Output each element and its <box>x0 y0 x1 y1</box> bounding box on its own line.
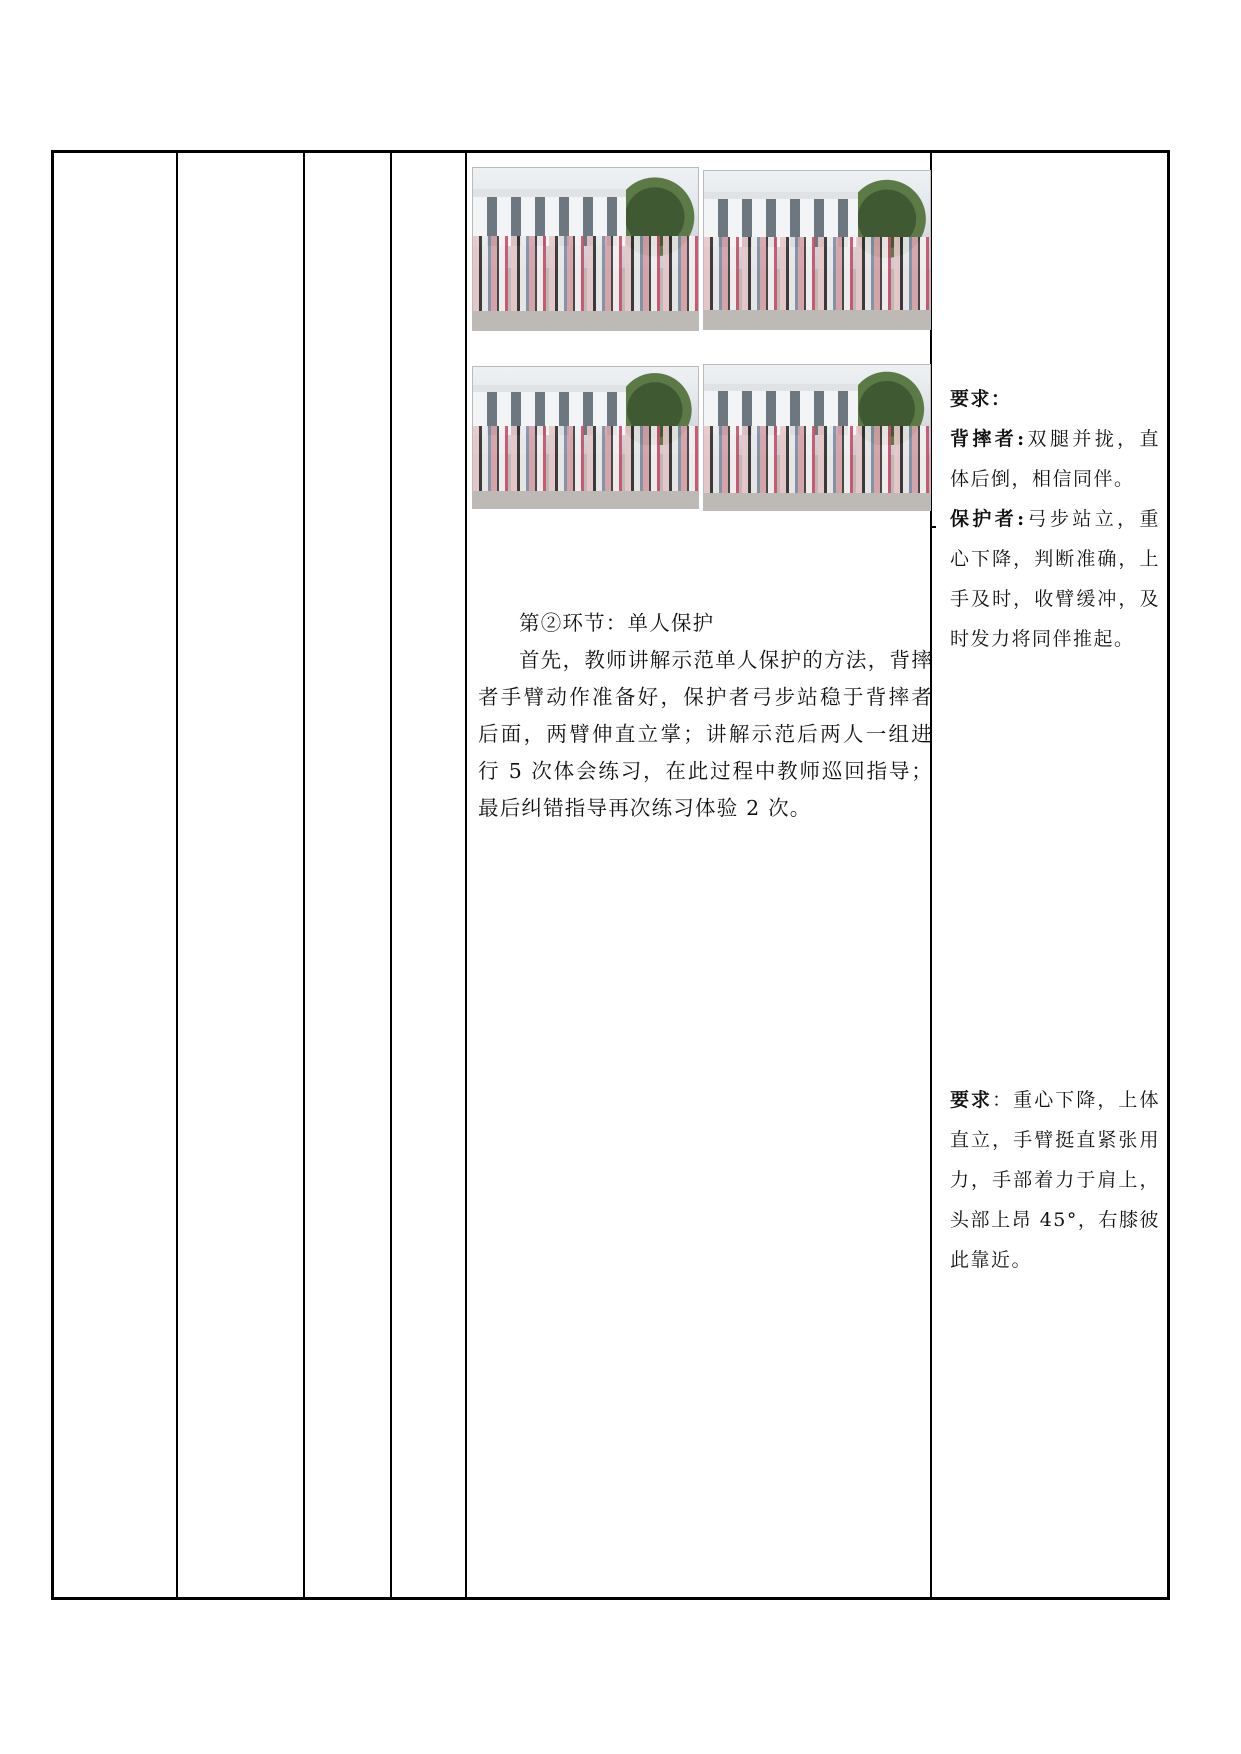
protector-label: 保护者: <box>950 508 1026 530</box>
class-photo-2 <box>703 170 931 330</box>
requirements-block-1 <box>950 379 1160 659</box>
column-divider <box>176 153 178 1597</box>
class-photo-1 <box>472 167 699 331</box>
requirements-title: 要求： <box>950 388 1012 410</box>
class-photo-3 <box>472 366 699 509</box>
teaching-content <box>478 605 933 827</box>
stray-mark <box>930 526 936 528</box>
requirements-text: ：重心下降，上体直立，手臂挺直紧张用力，手部着力于肩上，头部上昂 45°，右膝彼此靠近。 <box>950 1089 1160 1271</box>
protector-text: 弓步站立，重心下降，判断准确，上手及时，收臂缓冲，及时发力将同伴推起。 <box>950 508 1160 650</box>
requirements-block-2 <box>950 1080 1160 1280</box>
faller-label: 背摔者: <box>950 428 1026 450</box>
faller-text: 双腿并拢，直体后倒，相信同伴。 <box>950 428 1160 490</box>
column-divider <box>465 153 467 1597</box>
class-photo-4 <box>703 364 931 511</box>
column-divider <box>303 153 305 1597</box>
requirements-label: 要求 <box>950 1089 993 1111</box>
section-heading: 第②环节：单人保护 <box>519 611 715 635</box>
column-divider <box>390 153 392 1597</box>
section-body: 首先，教师讲解示范单人保护的方法，背摔者手臂动作准备好，保护者弓步站稳于背摔者后面，两臂伸直立掌；讲解示范后两人一组进行 5 次体会练习，在此过程中教师巡回指导；最后纠错指导再次练习体验 2 次。 <box>478 648 933 820</box>
